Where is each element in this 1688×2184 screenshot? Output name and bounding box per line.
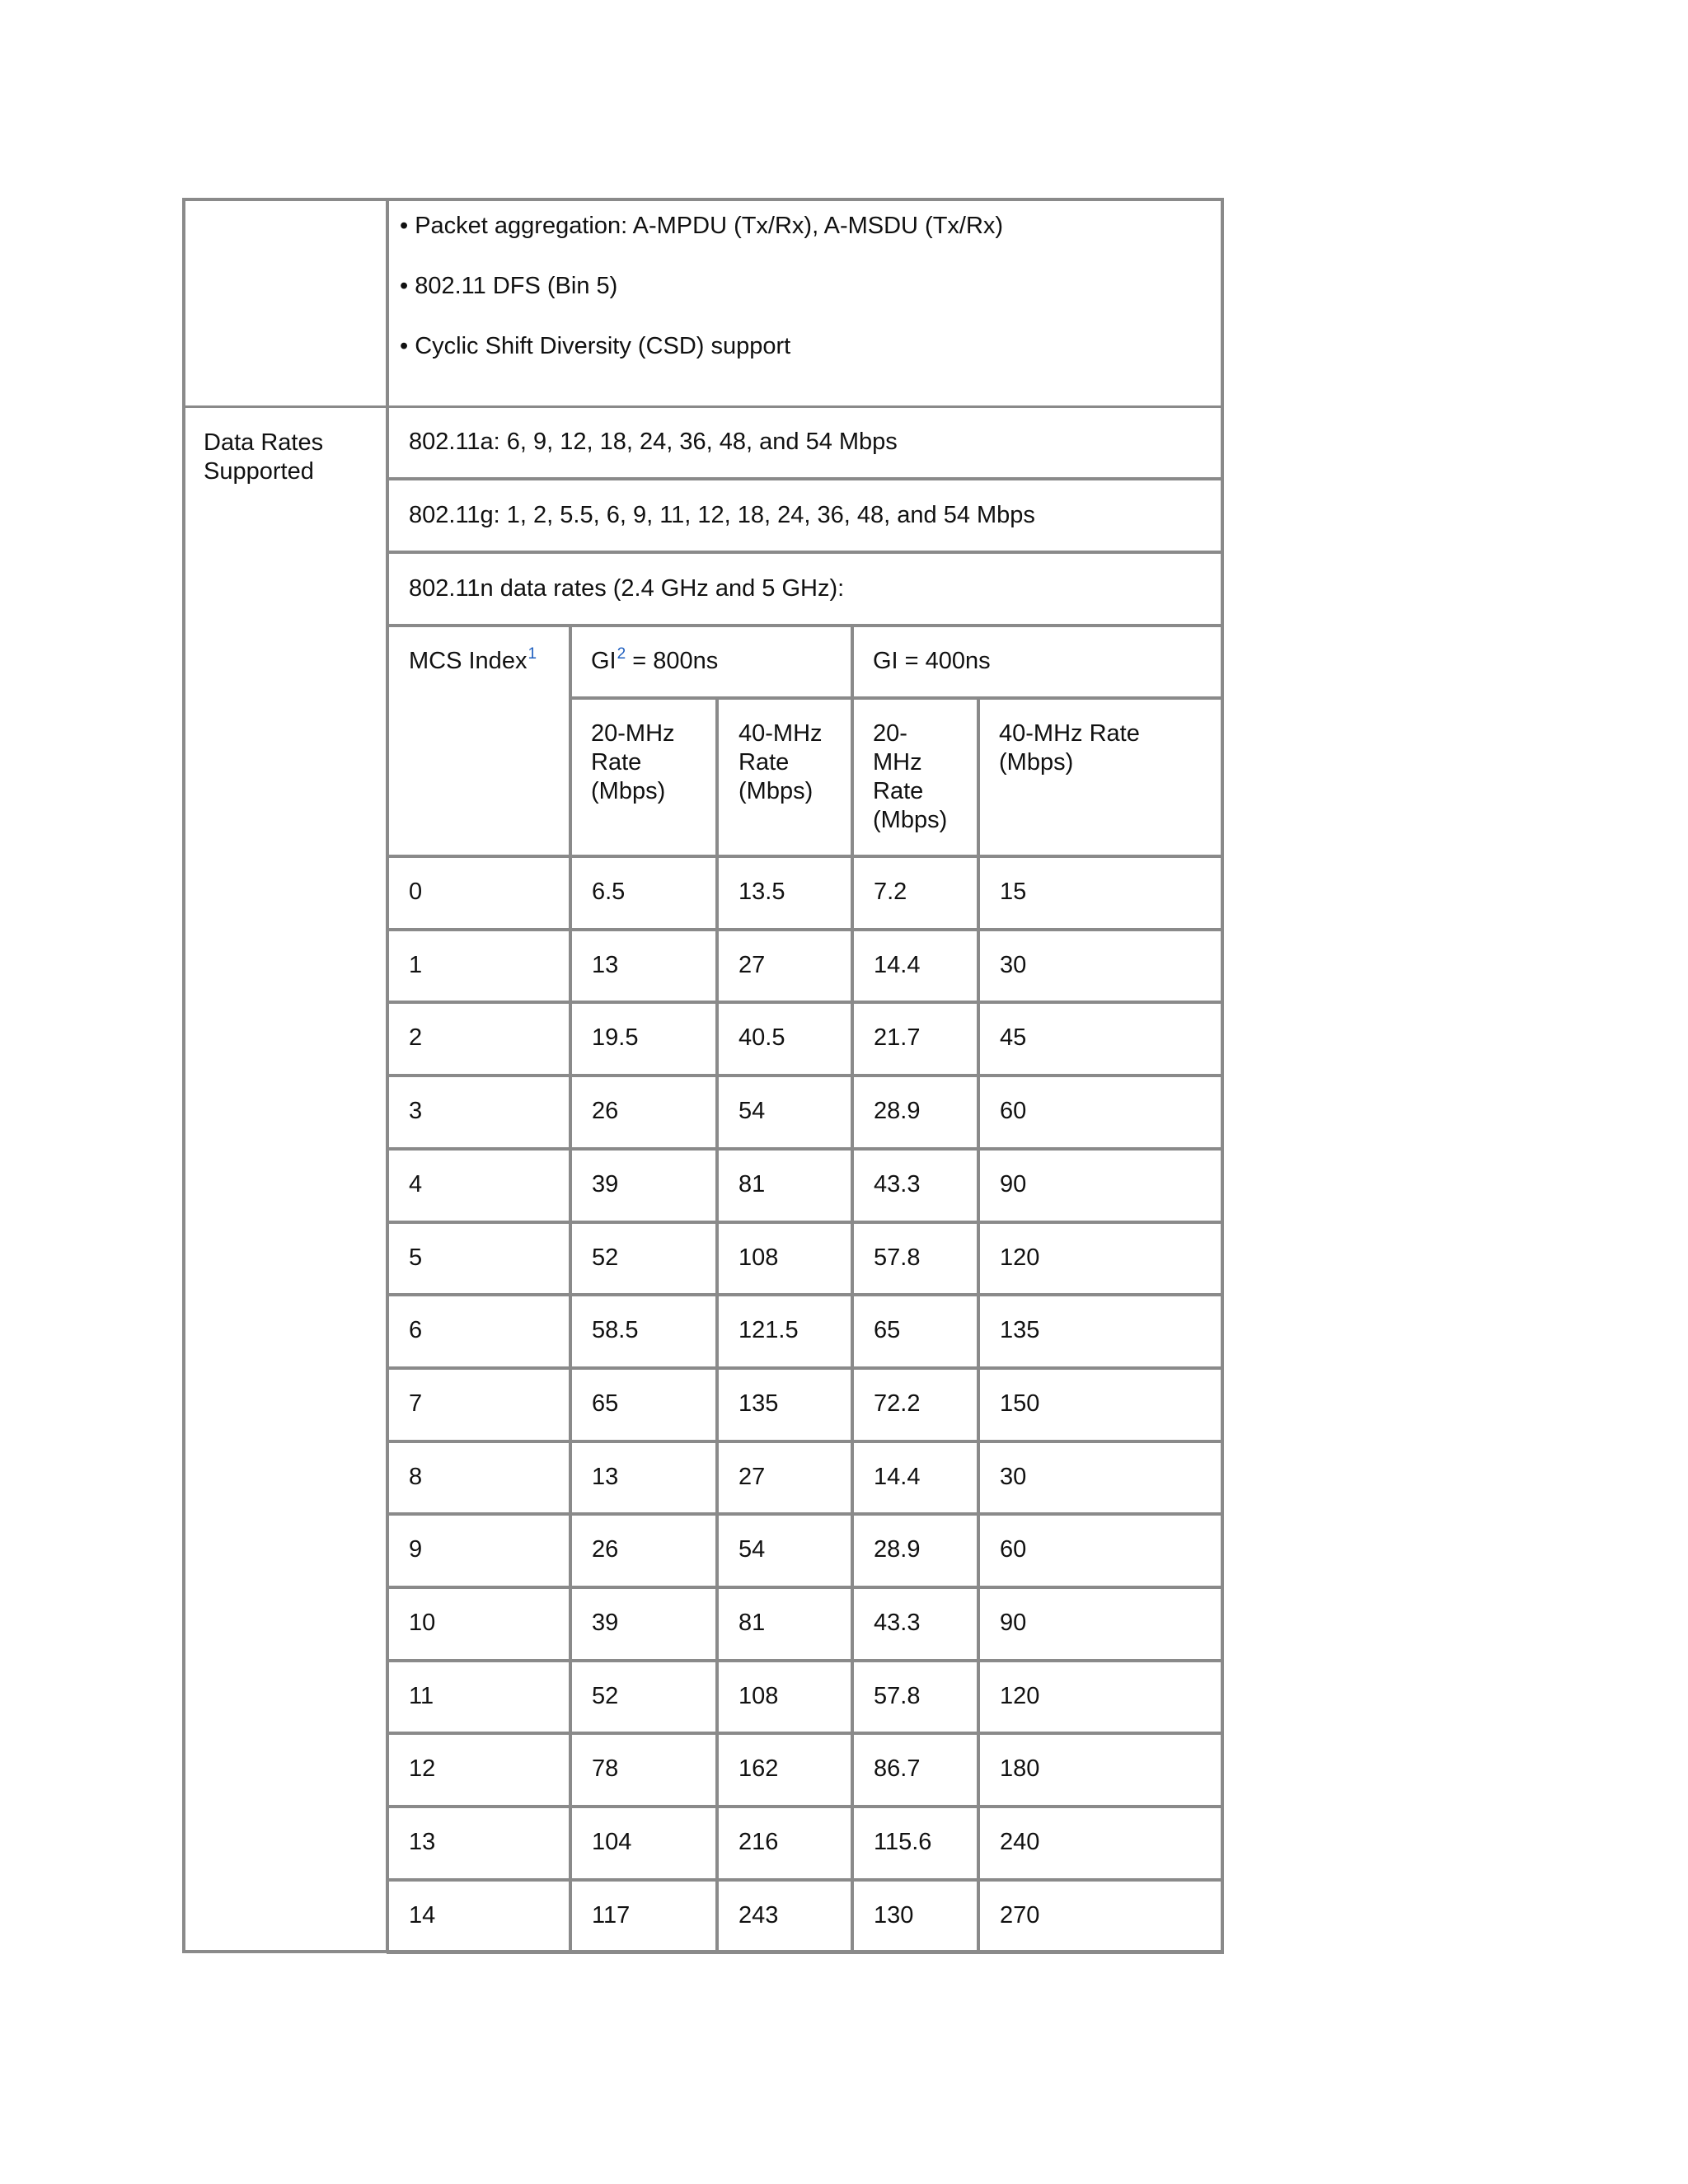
rate-20mhz-800ns-value: 58.5 <box>592 1317 639 1343</box>
rate-40mhz-800ns-cell <box>716 1513 853 1588</box>
col-20mhz-800-line1: 20-MHz <box>591 720 675 747</box>
gi-800-prefix: GI <box>591 648 617 674</box>
rate-40mhz-400ns-value: 90 <box>1000 1171 1027 1197</box>
feature-bullet-aggregation: • Packet aggregation: A-MPDU (Tx/Rx), A-MSDU (Tx/Rx) <box>400 213 1004 239</box>
rate-40mhz-800ns-cell <box>716 1806 853 1881</box>
mcs-index-value: 8 <box>409 1464 423 1490</box>
rate-20mhz-800ns-value: 26 <box>592 1536 619 1563</box>
data-rates-label-line2: Supported <box>204 458 314 485</box>
rate-20mhz-800ns-value: 13 <box>592 952 619 978</box>
gi-400-header: GI = 400ns <box>873 648 991 674</box>
mcs-footnote-link[interactable]: 1 <box>528 645 537 663</box>
rate-20mhz-400ns-value: 14.4 <box>874 952 921 978</box>
rate-40mhz-400ns-value: 15 <box>1000 879 1027 905</box>
rate-40mhz-400ns-value: 270 <box>1000 1902 1040 1929</box>
rate-20mhz-400ns-value: 21.7 <box>874 1024 921 1051</box>
rate-40mhz-800ns-value: 54 <box>738 1536 766 1563</box>
rate-20mhz-400ns-cell <box>851 855 979 930</box>
rate-20mhz-400ns-value: 28.9 <box>874 1098 921 1124</box>
rate-20mhz-400ns-value: 57.8 <box>874 1244 921 1271</box>
rate-20mhz-400ns-value: 86.7 <box>874 1755 921 1782</box>
mcs-index-value: 1 <box>409 952 423 978</box>
rate-40mhz-800ns-value: 243 <box>738 1902 779 1929</box>
rate-80211n-text: 802.11n data rates (2.4 GHz and 5 GHz): <box>409 575 845 602</box>
rate-20mhz-800ns-value: 19.5 <box>592 1024 639 1051</box>
mcs-index-value: 5 <box>409 1244 423 1271</box>
col-20mhz-400-line3: Rate <box>873 778 924 804</box>
mcs-index-value: 2 <box>409 1024 423 1051</box>
rate-40mhz-400ns-value: 60 <box>1000 1536 1027 1563</box>
mcs-index-value: 12 <box>409 1755 436 1782</box>
rate-20mhz-800ns-value: 52 <box>592 1244 619 1271</box>
mcs-index-header-text: MCS Index <box>409 648 528 674</box>
rate-40mhz-400ns-value: 60 <box>1000 1098 1027 1124</box>
rate-40mhz-800ns-value: 216 <box>738 1829 779 1855</box>
col-20mhz-800-line3: (Mbps) <box>591 778 666 804</box>
mcs-index-value: 0 <box>409 879 423 905</box>
rate-40mhz-800ns-cell <box>716 1660 853 1734</box>
col-40mhz-400-line2: (Mbps) <box>999 749 1074 776</box>
rate-20mhz-800ns-value: 39 <box>592 1610 619 1636</box>
mcs-index-value: 13 <box>409 1829 436 1855</box>
rate-40mhz-400ns-value: 90 <box>1000 1610 1027 1636</box>
rate-20mhz-800ns-value: 52 <box>592 1683 619 1709</box>
rate-40mhz-800ns-value: 162 <box>738 1755 779 1782</box>
rate-20mhz-800ns-value: 39 <box>592 1171 619 1197</box>
rate-40mhz-800ns-value: 121.5 <box>738 1317 799 1343</box>
gi-footnote-link[interactable]: 2 <box>617 645 626 663</box>
rate-40mhz-400ns-value: 135 <box>1000 1317 1040 1343</box>
rate-20mhz-800ns-value: 13 <box>592 1464 619 1490</box>
rate-40mhz-800ns-value: 108 <box>738 1244 779 1271</box>
rate-40mhz-800ns-cell <box>716 1075 853 1150</box>
feature-bullet-csd: • Cyclic Shift Diversity (CSD) support <box>400 333 791 359</box>
mcs-index-value: 7 <box>409 1390 423 1417</box>
rate-40mhz-800ns-cell <box>716 929 853 1003</box>
mcs-index-value: 11 <box>409 1683 434 1709</box>
col-20mhz-400-line1: 20- <box>873 720 907 747</box>
rate-40mhz-800ns-value: 40.5 <box>738 1024 785 1051</box>
feature-bullet-dfs: • 802.11 DFS (Bin 5) <box>400 273 618 299</box>
rate-40mhz-400ns-value: 150 <box>1000 1390 1040 1417</box>
col-40mhz-400-line1: 40-MHz Rate <box>999 720 1140 747</box>
rate-40mhz-800ns-value: 27 <box>738 952 766 978</box>
rate-20mhz-400ns-value: 72.2 <box>874 1390 921 1417</box>
rate-40mhz-800ns-value: 108 <box>738 1683 779 1709</box>
rate-20mhz-400ns-value: 14.4 <box>874 1464 921 1490</box>
rate-40mhz-800ns-value: 135 <box>738 1390 779 1417</box>
rate-40mhz-800ns-value: 81 <box>738 1610 766 1636</box>
mcs-index-header <box>409 647 537 678</box>
rate-20mhz-800ns-value: 78 <box>592 1755 619 1782</box>
features-label-cell <box>182 198 388 408</box>
rate-20mhz-400ns-value: 28.9 <box>874 1536 921 1563</box>
rate-40mhz-800ns-value: 27 <box>738 1464 766 1490</box>
rate-40mhz-400ns-value: 180 <box>1000 1755 1040 1782</box>
rate-20mhz-400ns-value: 7.2 <box>874 879 907 905</box>
rate-40mhz-800ns-cell <box>716 1441 853 1515</box>
rate-40mhz-800ns-cell <box>716 1148 853 1223</box>
rate-20mhz-400ns-value: 43.3 <box>874 1610 921 1636</box>
rate-20mhz-800ns-value: 26 <box>592 1098 619 1124</box>
rate-80211g-text: 802.11g: 1, 2, 5.5, 6, 9, 11, 12, 18, 24, 36, 48, and 54 Mbps <box>409 502 1035 528</box>
rate-20mhz-400ns-value: 43.3 <box>874 1171 921 1197</box>
col-20mhz-400-line4: (Mbps) <box>873 807 948 833</box>
mcs-index-value: 14 <box>409 1902 436 1929</box>
mcs-index-value: 6 <box>409 1317 423 1343</box>
rate-40mhz-400ns-value: 120 <box>1000 1683 1040 1709</box>
col-40mhz-800-line3: (Mbps) <box>738 778 814 804</box>
rate-40mhz-400ns-value: 120 <box>1000 1244 1040 1271</box>
rate-40mhz-800ns-value: 13.5 <box>738 879 785 905</box>
col-20mhz-400-line2: MHz <box>873 749 922 776</box>
col-40mhz-800-line2: Rate <box>738 749 790 776</box>
rate-40mhz-400ns-value: 45 <box>1000 1024 1027 1051</box>
rate-40mhz-400ns-value: 30 <box>1000 952 1027 978</box>
data-rates-label-cell <box>182 405 388 1953</box>
rate-40mhz-800ns-cell <box>716 1586 853 1661</box>
rate-40mhz-800ns-value: 81 <box>738 1171 766 1197</box>
rate-20mhz-400ns-value: 115.6 <box>874 1829 932 1855</box>
mcs-index-value: 3 <box>409 1098 423 1124</box>
data-rates-label-line1: Data Rates <box>204 429 324 456</box>
gi-800-header <box>591 647 718 678</box>
rate-40mhz-400ns-value: 30 <box>1000 1464 1027 1490</box>
rate-40mhz-400ns-value: 240 <box>1000 1829 1040 1855</box>
mcs-index-value: 9 <box>409 1536 423 1563</box>
rate-20mhz-400ns-value: 65 <box>874 1317 901 1343</box>
rate-20mhz-800ns-value: 6.5 <box>592 879 626 905</box>
rate-40mhz-800ns-value: 54 <box>738 1098 766 1124</box>
rate-40mhz-800ns-cell <box>716 1732 853 1807</box>
rate-20mhz-400ns-value: 57.8 <box>874 1683 921 1709</box>
rate-20mhz-800ns-value: 65 <box>592 1390 619 1417</box>
col-20mhz-800-line2: Rate <box>591 749 642 776</box>
col-40mhz-800-line1: 40-MHz <box>738 720 823 747</box>
rate-40mhz-800ns-cell <box>716 1367 853 1442</box>
rate-20mhz-800ns-value: 117 <box>592 1902 631 1929</box>
rate-20mhz-400ns-value: 130 <box>874 1902 914 1929</box>
rate-20mhz-400ns-cell <box>851 1879 979 1954</box>
gi-800-suffix: = 800ns <box>626 648 719 674</box>
rate-40mhz-800ns-cell <box>716 1879 853 1954</box>
mcs-index-value: 4 <box>409 1171 423 1197</box>
mcs-index-value: 10 <box>409 1610 436 1636</box>
rate-20mhz-400ns-cell <box>851 1294 979 1369</box>
rate-40mhz-800ns-cell <box>716 1221 853 1296</box>
rate-20mhz-800ns-value: 104 <box>592 1829 632 1855</box>
rate-80211a-text: 802.11a: 6, 9, 12, 18, 24, 36, 48, and 54 Mbps <box>409 429 898 455</box>
